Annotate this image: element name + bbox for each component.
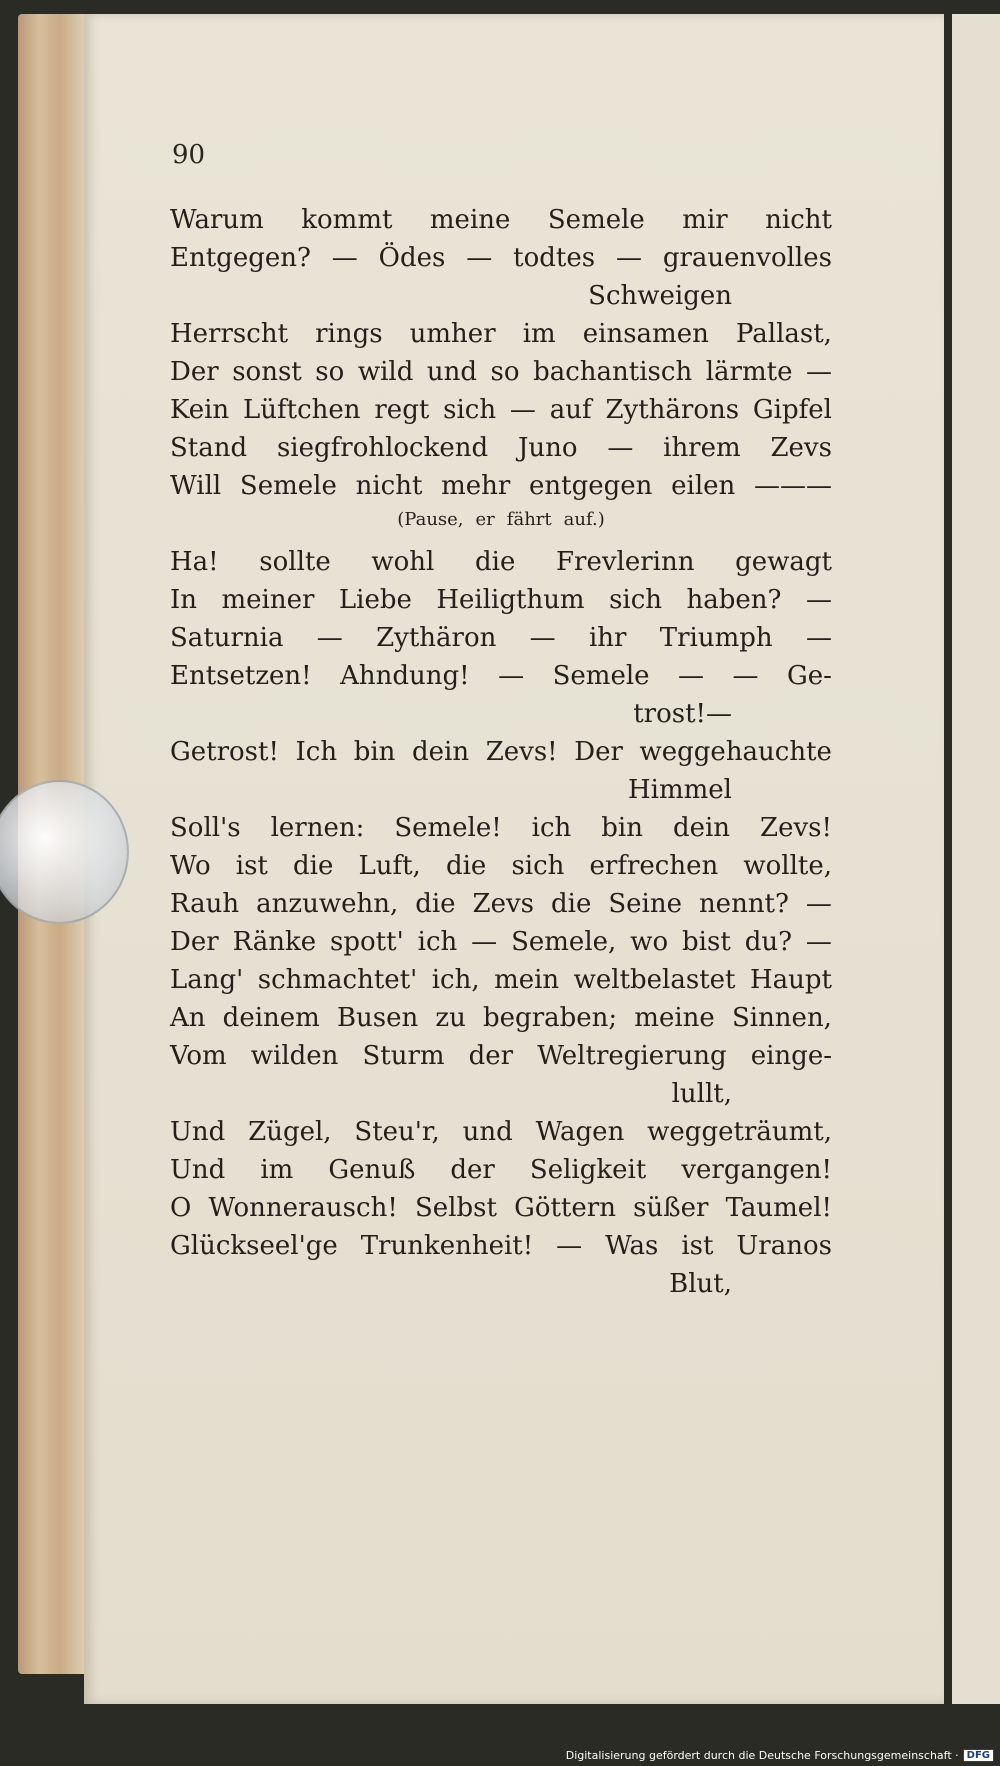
word: Busen bbox=[336, 1003, 419, 1033]
word: Heiligthum bbox=[436, 585, 585, 615]
word: Stand bbox=[170, 433, 248, 463]
word: rings bbox=[315, 319, 383, 349]
word: Taumel! bbox=[725, 1193, 832, 1223]
word: Ödes bbox=[378, 243, 446, 273]
word: Wagen bbox=[535, 1117, 625, 1147]
verse-line bbox=[170, 775, 832, 813]
word: Haupt bbox=[749, 965, 832, 995]
word: die bbox=[550, 889, 592, 919]
word: todtes bbox=[513, 243, 596, 273]
word: die bbox=[292, 851, 334, 881]
verse-line bbox=[170, 889, 832, 927]
word: Vom bbox=[170, 1041, 227, 1071]
word: — bbox=[509, 395, 536, 425]
word: er bbox=[475, 509, 495, 530]
word: Semele bbox=[552, 661, 650, 691]
word: gewagt bbox=[735, 547, 832, 577]
word: Semele bbox=[239, 471, 337, 501]
word: wilden bbox=[250, 1041, 339, 1071]
word: ——— bbox=[753, 471, 832, 501]
word: die bbox=[415, 889, 456, 919]
word: Weltregierung bbox=[537, 1041, 727, 1071]
word: Und bbox=[170, 1155, 226, 1185]
word: — bbox=[732, 661, 759, 691]
word: Himmel bbox=[628, 775, 732, 805]
word: Der bbox=[170, 357, 219, 387]
word: Kein bbox=[170, 395, 230, 425]
word: der bbox=[450, 1155, 495, 1185]
word: Zevs! bbox=[760, 813, 832, 843]
word: Gipfel bbox=[752, 395, 832, 425]
page-number: 90 bbox=[172, 140, 206, 170]
verse-line bbox=[170, 699, 832, 737]
word: lernen: bbox=[270, 813, 365, 843]
word: Wonnerausch! bbox=[208, 1193, 398, 1223]
word: Trunkenheit! bbox=[360, 1231, 534, 1261]
verse-line bbox=[170, 1041, 832, 1079]
word: — bbox=[805, 585, 832, 615]
word: wollte, bbox=[743, 851, 832, 881]
verse-line bbox=[170, 243, 832, 281]
verse-line bbox=[170, 661, 832, 699]
word: Und bbox=[170, 1117, 226, 1147]
word: weltbelastet bbox=[573, 965, 736, 995]
word: meiner bbox=[221, 585, 315, 615]
word: Ahndung! bbox=[340, 661, 470, 691]
word: Lang' bbox=[170, 965, 244, 995]
word: Triumph bbox=[659, 623, 773, 653]
word: Frevlerinn bbox=[555, 547, 695, 577]
word: O bbox=[170, 1193, 192, 1223]
word: — bbox=[466, 243, 493, 273]
word: Getrost! bbox=[170, 737, 279, 767]
verse-line bbox=[170, 813, 832, 851]
word: spott' bbox=[330, 927, 404, 957]
word: Glückseel'ge bbox=[170, 1231, 338, 1261]
verse-line bbox=[170, 965, 832, 1003]
word: ihr bbox=[588, 623, 627, 653]
stage-direction bbox=[170, 509, 832, 547]
word: Lüftchen bbox=[243, 395, 361, 425]
word: Entgegen? bbox=[170, 243, 311, 273]
word: mir bbox=[682, 205, 728, 235]
word: eilen bbox=[671, 471, 736, 501]
word: — bbox=[615, 243, 642, 273]
word: anzuwehn, bbox=[256, 889, 399, 919]
word: An bbox=[170, 1003, 206, 1033]
word: sollte bbox=[259, 547, 331, 577]
word: mein bbox=[494, 965, 560, 995]
word: wo bbox=[630, 927, 669, 957]
word: einge- bbox=[750, 1041, 832, 1071]
word: siegfrohlockend bbox=[276, 433, 489, 463]
word: sich bbox=[609, 585, 663, 615]
word: Schweigen bbox=[588, 281, 732, 311]
word: ihrem bbox=[663, 433, 741, 463]
word: — bbox=[706, 699, 732, 729]
word: so bbox=[490, 357, 520, 387]
word: Soll's bbox=[170, 813, 241, 843]
verse-line bbox=[170, 395, 832, 433]
word: du? bbox=[744, 927, 793, 957]
word: die bbox=[445, 851, 487, 881]
word: der bbox=[468, 1041, 514, 1071]
word: ist bbox=[235, 851, 268, 881]
verse-line bbox=[170, 1003, 832, 1041]
word: haben? bbox=[686, 585, 782, 615]
word: Saturnia bbox=[170, 623, 284, 653]
word: Blut, bbox=[669, 1269, 732, 1299]
verse-line bbox=[170, 1155, 832, 1193]
verse-line bbox=[170, 433, 832, 471]
word: nicht bbox=[355, 471, 423, 501]
word: bist bbox=[682, 927, 731, 957]
word: bin bbox=[601, 813, 643, 843]
word: im bbox=[260, 1155, 294, 1185]
word: Zügel, bbox=[248, 1117, 332, 1147]
word: kommt bbox=[301, 205, 393, 235]
word: im bbox=[522, 319, 556, 349]
word: grauenvolles bbox=[662, 243, 832, 273]
verse-line bbox=[170, 547, 832, 585]
word: Zevs bbox=[770, 433, 832, 463]
word: wild bbox=[357, 357, 414, 387]
word: Zevs! bbox=[485, 737, 558, 767]
word: einsamen bbox=[582, 319, 709, 349]
word: ich bbox=[531, 813, 572, 843]
word: zu bbox=[435, 1003, 466, 1033]
word: Selbst bbox=[414, 1193, 497, 1223]
word: — bbox=[678, 661, 705, 691]
word: Zythäron bbox=[376, 623, 497, 653]
word: Semele, bbox=[511, 927, 617, 957]
word: umher bbox=[409, 319, 496, 349]
word: Ge- bbox=[787, 661, 832, 691]
word: Zythärons bbox=[605, 395, 740, 425]
word: ich bbox=[417, 927, 458, 957]
word: — bbox=[805, 927, 832, 957]
verse-line bbox=[170, 1079, 832, 1117]
next-page-edge bbox=[952, 14, 1000, 1704]
verse-text bbox=[170, 205, 832, 1307]
word: — bbox=[316, 623, 343, 653]
word: weggeträumt, bbox=[647, 1117, 832, 1147]
word: schmachtet' bbox=[257, 965, 418, 995]
word: Ränke bbox=[232, 927, 317, 957]
word: — bbox=[607, 433, 634, 463]
word: Warum bbox=[170, 205, 264, 235]
word: Der bbox=[574, 737, 623, 767]
word: und bbox=[426, 357, 478, 387]
word: sich bbox=[443, 395, 497, 425]
word: bin bbox=[353, 737, 396, 767]
word: Rauh bbox=[170, 889, 240, 919]
word: meine bbox=[429, 205, 511, 235]
word: sich bbox=[511, 851, 565, 881]
verse-line bbox=[170, 357, 832, 395]
word: Der bbox=[170, 927, 219, 957]
word: Was bbox=[605, 1231, 659, 1261]
word: lullt, bbox=[671, 1079, 732, 1109]
word: Ich bbox=[295, 737, 338, 767]
word: dein bbox=[412, 737, 470, 767]
word: wohl bbox=[371, 547, 435, 577]
word: nennt? bbox=[698, 889, 789, 919]
verse-line bbox=[170, 737, 832, 775]
word: meine bbox=[634, 1003, 715, 1033]
word: nicht bbox=[765, 205, 832, 235]
word: auf.) bbox=[563, 509, 605, 530]
verse-line bbox=[170, 1193, 832, 1231]
word: Zevs bbox=[472, 889, 535, 919]
word: regt bbox=[374, 395, 430, 425]
word: — bbox=[805, 889, 832, 919]
word: begraben; bbox=[483, 1003, 618, 1033]
footer-credit: Digitalisierung gefördert durch die Deutsche Forschungsgemeinschaft · bbox=[565, 1749, 959, 1762]
word: bachantisch bbox=[533, 357, 693, 387]
word: Genuß bbox=[328, 1155, 416, 1185]
word: erfrechen bbox=[589, 851, 719, 881]
verse-line bbox=[170, 1269, 832, 1307]
word: sonst bbox=[232, 357, 302, 387]
word: Liebe bbox=[338, 585, 412, 615]
word: — bbox=[806, 357, 832, 387]
word: Will bbox=[170, 471, 222, 501]
word: vergangen! bbox=[681, 1155, 832, 1185]
word: entgegen bbox=[529, 471, 653, 501]
word: — bbox=[471, 927, 498, 957]
word: Pallast, bbox=[735, 319, 832, 349]
word: weggehauchte bbox=[639, 737, 832, 767]
word: Semele bbox=[547, 205, 645, 235]
word: dein bbox=[672, 813, 731, 843]
verse-line bbox=[170, 471, 832, 509]
word: süßer bbox=[633, 1193, 709, 1223]
verse-line bbox=[170, 585, 832, 623]
verse-line bbox=[170, 1117, 832, 1155]
word: mehr bbox=[441, 471, 511, 501]
verse-line bbox=[170, 851, 832, 889]
word: Luft, bbox=[358, 851, 421, 881]
word: Wo bbox=[170, 851, 211, 881]
dfg-logo: DFG bbox=[963, 1749, 994, 1762]
word: ist bbox=[681, 1231, 714, 1261]
word: so bbox=[315, 357, 345, 387]
word: und bbox=[462, 1117, 513, 1147]
word: — bbox=[529, 623, 556, 653]
word: Uranos bbox=[736, 1231, 832, 1261]
word: Sturm bbox=[362, 1041, 445, 1071]
verse-line bbox=[170, 1231, 832, 1269]
word: lärmte bbox=[705, 357, 793, 387]
verse-line bbox=[170, 205, 832, 243]
verse-line bbox=[170, 319, 832, 357]
word: Sinnen, bbox=[731, 1003, 832, 1033]
word: Juno bbox=[517, 433, 578, 463]
word: Seine bbox=[608, 889, 682, 919]
word: — bbox=[805, 623, 832, 653]
word: Göttern bbox=[514, 1193, 616, 1223]
word: ich, bbox=[431, 965, 480, 995]
word: auf bbox=[549, 395, 592, 425]
word: Semele! bbox=[394, 813, 502, 843]
verse-line bbox=[170, 623, 832, 661]
word: deinem bbox=[222, 1003, 320, 1033]
word: Steu'r, bbox=[354, 1117, 440, 1147]
word: Ha! bbox=[170, 547, 219, 577]
word: trost! bbox=[633, 699, 706, 729]
word: (Pause, bbox=[397, 509, 464, 530]
word: — bbox=[331, 243, 358, 273]
word: Herrscht bbox=[170, 319, 289, 349]
word: Seligkeit bbox=[529, 1155, 647, 1185]
word: die bbox=[474, 547, 516, 577]
digitization-footer bbox=[566, 1749, 994, 1762]
verse-line bbox=[170, 927, 832, 965]
word: fährt bbox=[506, 509, 552, 530]
word: In bbox=[170, 585, 198, 615]
word: — bbox=[556, 1231, 583, 1261]
word: Entsetzen! bbox=[170, 661, 312, 691]
word: — bbox=[498, 661, 525, 691]
verse-line bbox=[170, 281, 832, 319]
